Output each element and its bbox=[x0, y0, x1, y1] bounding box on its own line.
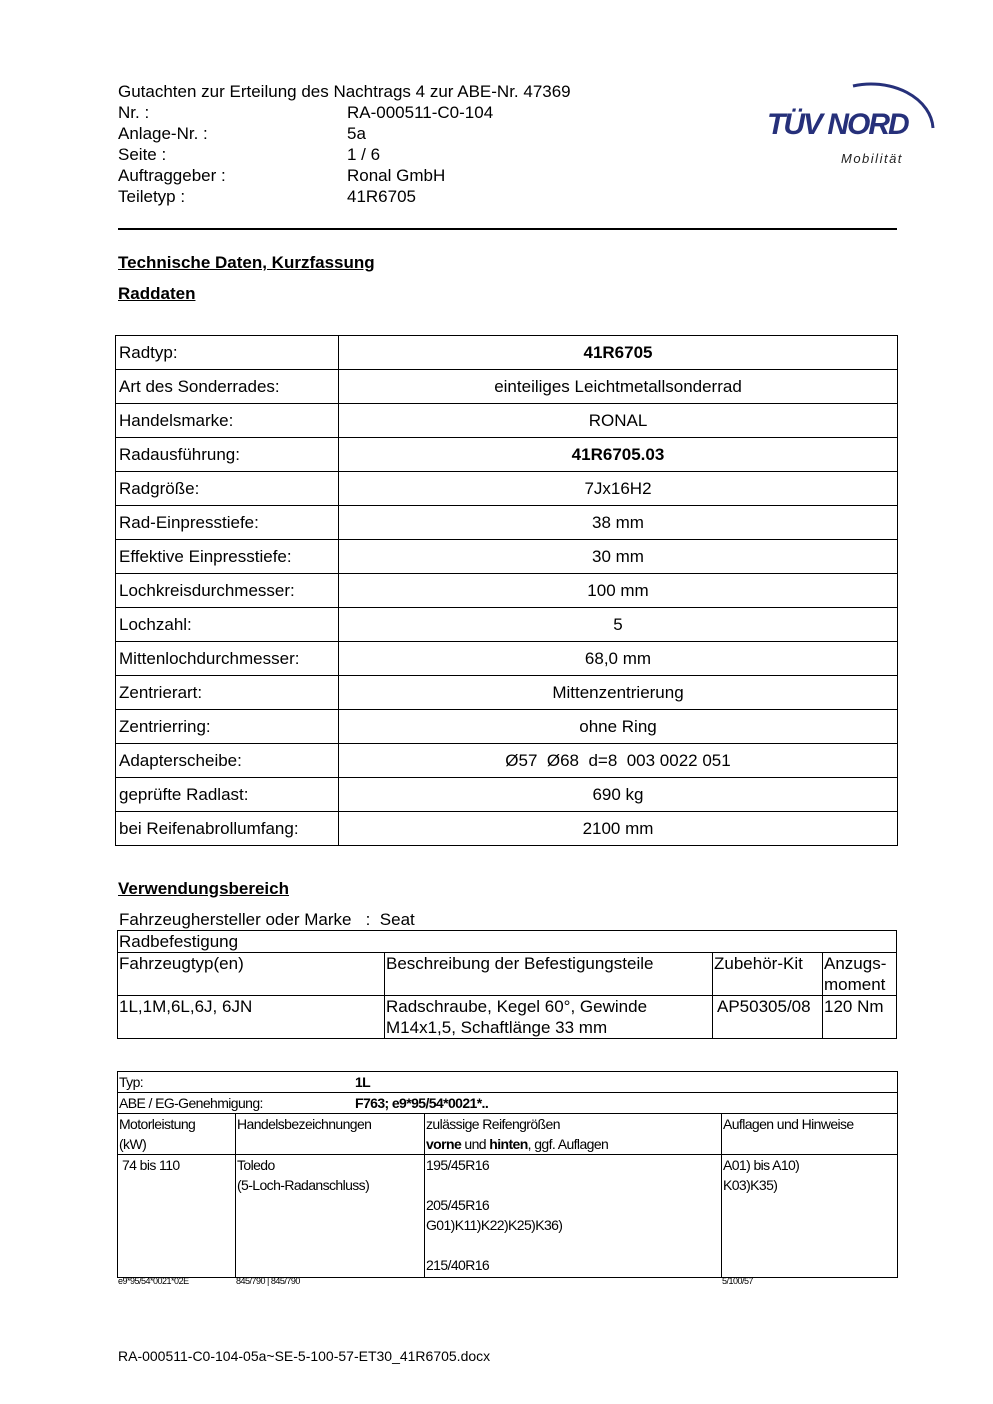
reifen-line: 215/40R16 bbox=[426, 1257, 490, 1273]
col-header: Zubehör-Kit bbox=[713, 953, 823, 996]
handel-line: (5-Loch-Radanschluss) bbox=[237, 1177, 370, 1193]
und-text: und bbox=[461, 1136, 490, 1152]
col-header-auflagen: Auflagen und Hinweise bbox=[722, 1114, 898, 1155]
raddaten-value: 7Jx16H2 bbox=[339, 472, 898, 506]
logo-brand: TÜV NORD bbox=[767, 108, 908, 141]
table-row bbox=[118, 1093, 898, 1114]
col-header-motor bbox=[118, 1114, 236, 1155]
table-row bbox=[116, 438, 898, 472]
table-row bbox=[116, 608, 898, 642]
hinten-text: hinten bbox=[489, 1136, 528, 1152]
raddaten-label: Art des Sonderrades: bbox=[116, 370, 339, 404]
col-header-handel: Handelsbezeichnungen bbox=[236, 1114, 425, 1155]
reifen-cell bbox=[425, 1155, 722, 1278]
raddaten-label: Zentrierart: bbox=[116, 676, 339, 710]
auflagen-cell bbox=[722, 1155, 898, 1278]
vorne-text: vorne bbox=[426, 1136, 462, 1152]
beschreibung-line: M14x1,5, Schaftlänge 33 mm bbox=[386, 1018, 608, 1037]
raddaten-label: bei Reifenabrollumfang: bbox=[116, 812, 339, 846]
abe-value: F763; e9*95/54*0021*.. bbox=[355, 1095, 489, 1111]
typ-row bbox=[118, 1072, 898, 1093]
kit-cell: AP50305/08 bbox=[713, 996, 823, 1039]
col-header-text: (kW) bbox=[119, 1136, 147, 1152]
typ-label: Typ: bbox=[119, 1074, 144, 1090]
col-header: Fahrzeugtyp(en) bbox=[118, 953, 385, 996]
raddaten-label: Effektive Einpresstiefe: bbox=[116, 540, 339, 574]
raddaten-label: Lochzahl: bbox=[116, 608, 339, 642]
raddaten-label: Adapterscheibe: bbox=[116, 744, 339, 778]
beschreibung-line: Radschraube, Kegel 60°, Gewinde bbox=[386, 997, 648, 1016]
raddaten-value: ohne Ring bbox=[339, 710, 898, 744]
header-value: Ronal GmbH bbox=[347, 166, 446, 185]
col-header-text bbox=[426, 1134, 721, 1154]
raddaten-label: Lochkreisdurchmesser: bbox=[116, 574, 339, 608]
header-label: Teiletyp : bbox=[118, 187, 186, 206]
document-title: Gutachten zur Erteilung des Nachtrags 4 zur ABE-Nr. 47369 bbox=[118, 82, 571, 101]
handel-cell bbox=[236, 1155, 425, 1278]
typ-value: 1L bbox=[355, 1074, 371, 1090]
header-row-teiletyp bbox=[118, 186, 571, 207]
typ-table bbox=[117, 1071, 898, 1278]
table-row bbox=[116, 676, 898, 710]
table-row bbox=[118, 931, 897, 953]
col-header: Anzugs- moment bbox=[823, 953, 897, 996]
raddaten-value: RONAL bbox=[339, 404, 898, 438]
raddaten-label: Zentrierring: bbox=[116, 710, 339, 744]
header-value: 5a bbox=[347, 124, 366, 143]
header-row-seite bbox=[118, 144, 571, 165]
table-row bbox=[116, 336, 898, 370]
raddaten-value: 2100 mm bbox=[339, 812, 898, 846]
logo-subtitle: Mobilität bbox=[841, 151, 903, 166]
motor-cell: 74 bis 110 bbox=[118, 1155, 236, 1278]
header-row-auftraggeber bbox=[118, 165, 571, 186]
raddaten-label: Rad-Einpresstiefe: bbox=[116, 506, 339, 540]
moment-cell: 120 Nm bbox=[823, 996, 897, 1039]
hersteller-value: : Seat bbox=[365, 910, 415, 929]
handel-line: Toledo bbox=[237, 1157, 275, 1173]
header-value: 41R6705 bbox=[347, 187, 417, 206]
col-header-reifen bbox=[425, 1114, 722, 1155]
header-label: Nr. : bbox=[118, 103, 150, 122]
header-row-anlage bbox=[118, 123, 571, 144]
raddaten-value: 690 kg bbox=[339, 778, 898, 812]
header-label: Auftraggeber : bbox=[118, 166, 226, 185]
raddaten-table bbox=[115, 335, 898, 846]
footer-filename: RA-000511-C0-104-05a~SE-5-100-57-ET30_41R6705.docx bbox=[118, 1348, 491, 1364]
table-row bbox=[116, 574, 898, 608]
table-row bbox=[116, 540, 898, 574]
reifen-line: 195/45R16 bbox=[426, 1157, 490, 1173]
raddaten-value: 30 mm bbox=[339, 540, 898, 574]
code-right: 5/100/57 bbox=[722, 1276, 754, 1286]
table-row bbox=[116, 744, 898, 778]
raddaten-value: 68,0 mm bbox=[339, 642, 898, 676]
header-divider bbox=[118, 228, 897, 230]
code-left: e9*95/54*0021*02E bbox=[118, 1276, 189, 1286]
beschreibung-cell bbox=[385, 996, 713, 1039]
raddaten-label: geprüfte Radlast: bbox=[116, 778, 339, 812]
table-row bbox=[116, 506, 898, 540]
spacer bbox=[426, 1235, 721, 1255]
auflagen-line: A01) bis A10) bbox=[723, 1157, 800, 1173]
header-label: Anlage-Nr. : bbox=[118, 124, 208, 143]
table-row bbox=[118, 996, 897, 1039]
code-mid: 845/790 | 845/790 bbox=[236, 1276, 300, 1286]
table-row bbox=[118, 953, 897, 996]
col-header: Beschreibung der Befestigungsteile bbox=[385, 953, 713, 996]
section-raddaten: Raddaten bbox=[118, 284, 196, 303]
raddaten-label: Handelsmarke: bbox=[116, 404, 339, 438]
abe-label: ABE / EG-Genehmigung: bbox=[119, 1095, 263, 1111]
raddaten-value: 41R6705.03 bbox=[339, 438, 898, 472]
tuev-nord-logo bbox=[765, 58, 945, 178]
reifen-line: 205/45R16 bbox=[426, 1197, 490, 1213]
table-row bbox=[116, 778, 898, 812]
spacer bbox=[426, 1175, 721, 1195]
radbefestigung-title: Radbefestigung bbox=[118, 931, 897, 953]
auflagen-text: , ggf. Auflagen bbox=[527, 1136, 609, 1152]
document-header bbox=[118, 81, 571, 207]
hersteller-label: Fahrzeughersteller oder Marke bbox=[119, 910, 352, 929]
table-row bbox=[116, 710, 898, 744]
table-row bbox=[118, 1072, 898, 1093]
raddaten-label: Mittenlochdurchmesser: bbox=[116, 642, 339, 676]
abe-row bbox=[118, 1093, 898, 1114]
table-row bbox=[116, 642, 898, 676]
header-label: Seite : bbox=[118, 145, 167, 164]
raddaten-value: 5 bbox=[339, 608, 898, 642]
table-row bbox=[116, 404, 898, 438]
col-header-text: Motorleistung bbox=[119, 1116, 196, 1132]
raddaten-value: 38 mm bbox=[339, 506, 898, 540]
table-row bbox=[116, 370, 898, 404]
header-value: 1 / 6 bbox=[347, 145, 381, 164]
raddaten-value: 100 mm bbox=[339, 574, 898, 608]
table-row bbox=[116, 472, 898, 506]
section-verwendungsbereich: Verwendungsbereich bbox=[118, 879, 289, 898]
header-row-nr bbox=[118, 102, 571, 123]
table-row bbox=[116, 812, 898, 846]
raddaten-label: Radgröße: bbox=[116, 472, 339, 506]
raddaten-value: einteiliges Leichtmetallsonderrad bbox=[339, 370, 898, 404]
col-header-text: zulässige Reifengrößen bbox=[426, 1116, 560, 1132]
radbefestigung-table bbox=[117, 930, 897, 1039]
raddaten-label: Radtyp: bbox=[116, 336, 339, 370]
header-value: RA-000511-C0-104 bbox=[347, 103, 494, 122]
section-technische-daten: Technische Daten, Kurzfassung bbox=[118, 253, 375, 272]
fahrzeugtyp-cell: 1L,1M,6L,6J, 6JN bbox=[118, 996, 385, 1039]
raddaten-value: Ø57 Ø68 d=8 003 0022 051 bbox=[339, 744, 898, 778]
table-row bbox=[118, 1155, 898, 1278]
reifen-line: G01)K11)K22)K25)K36) bbox=[426, 1217, 563, 1233]
raddaten-value: Mittenzentrierung bbox=[339, 676, 898, 710]
table-row bbox=[118, 1114, 898, 1155]
raddaten-value: 41R6705 bbox=[339, 336, 898, 370]
auflagen-line: K03)K35) bbox=[723, 1177, 778, 1193]
fahrzeughersteller bbox=[119, 910, 415, 930]
raddaten-label: Radausführung: bbox=[116, 438, 339, 472]
